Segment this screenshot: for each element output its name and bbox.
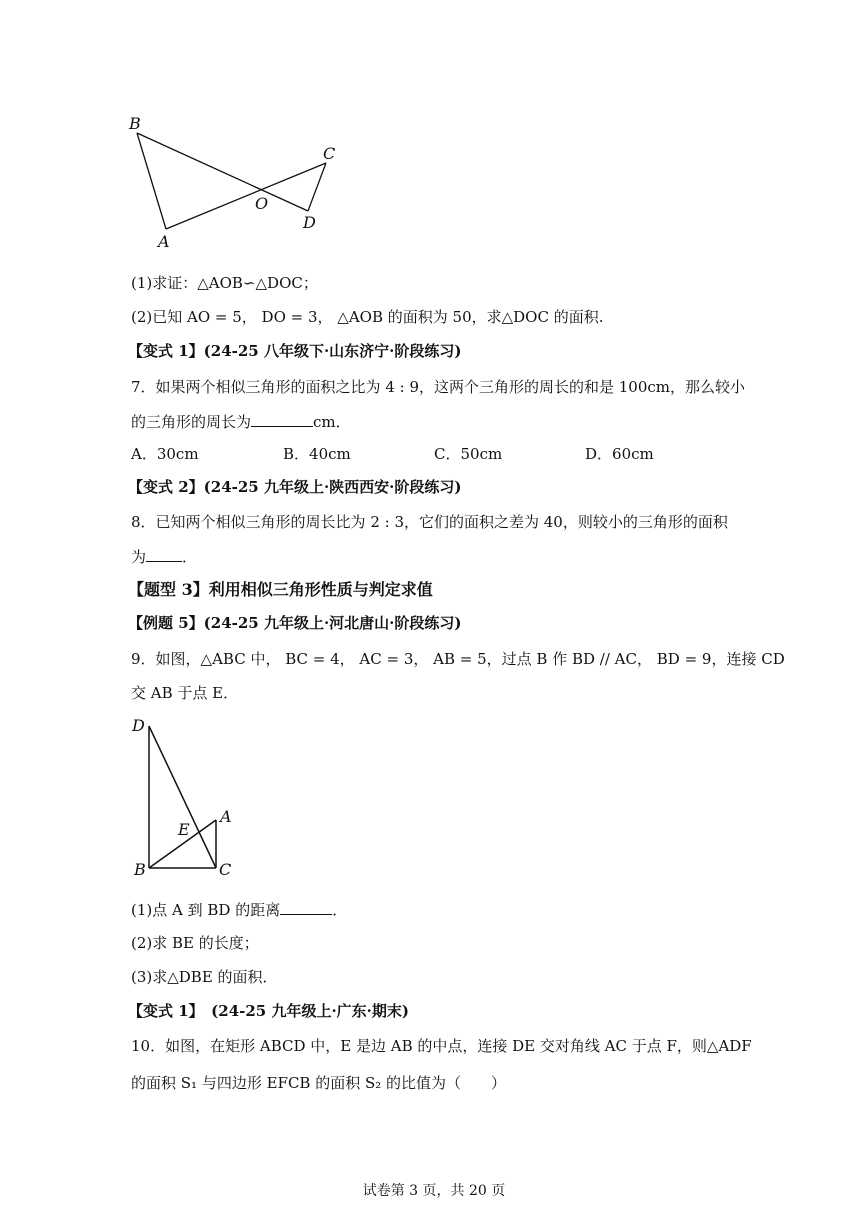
q9-part1-end: ． — [332, 901, 348, 919]
label-e: E — [178, 820, 190, 839]
q9-line2: 交 AB 于点 E． — [131, 684, 239, 702]
segment-ba — [137, 133, 166, 229]
q7-line1: 7．如果两个相似三角形的面积之比为 4 : 9，这两个三角形的周长的和是 100cm，那么较小 — [131, 378, 746, 396]
q7-answer-blank[interactable] — [251, 411, 313, 427]
q7-line2 — [131, 411, 351, 432]
q9-part1 — [131, 899, 347, 920]
q8-line2 — [131, 546, 197, 567]
variant-1b-header: 【变式 1】 (24-25 九年级上·广东·期末) — [128, 1002, 409, 1020]
q9-line1: 9．如图，△ABC 中， BC = 4， AC = 3， AB = 5，过点 B 作 BD // AC， BD = 9，连接 CD — [131, 650, 785, 668]
q6-part2: (2)已知 AO = 5， DO = 3， △AOB 的面积为 50，求△DOC 的面积. — [131, 308, 604, 326]
q7-option-c[interactable]: C．50cm — [434, 445, 503, 463]
q7-option-b[interactable]: B．40cm — [283, 445, 351, 463]
example-5-header: 【例题 5】(24-25 九年级上·河北唐山·阶段练习) — [128, 614, 462, 632]
segment-bd — [137, 133, 308, 211]
q9-answer-blank[interactable] — [280, 899, 332, 915]
q6-part1: (1)求证：△AOB∽△DOC； — [131, 274, 318, 292]
q8-line1: 8．已知两个相似三角形的周长比为 2 : 3，它们的面积之差为 40，则较小的三角形的面积 — [131, 513, 728, 531]
label-b: B — [129, 114, 141, 133]
q8-answer-blank[interactable] — [146, 546, 182, 562]
q7-line2-unit: cm． — [313, 413, 351, 431]
q10-line2: 的面积 S₁ 与四边形 EFCB 的面积 S₂ 的比值为（ ） — [131, 1074, 507, 1092]
q9-part3: (3)求△DBE 的面积． — [131, 968, 278, 986]
label-o: O — [255, 194, 269, 213]
q7-option-d[interactable]: D．60cm — [585, 445, 654, 463]
variant-2-header: 【变式 2】(24-25 九年级上·陕西西安·阶段练习) — [128, 478, 462, 496]
label-d: D — [132, 716, 145, 735]
q9-part2: (2)求 BE 的长度； — [131, 934, 259, 952]
figure-triangles-aob-doc — [120, 108, 360, 253]
q10-line1: 10．如图，在矩形 ABCD 中，E 是边 AB 的中点，连接 DE 交对角线 AC 于点 F，则△ADF — [131, 1037, 752, 1055]
q7-line2-text: 的三角形的周长为 — [131, 413, 252, 431]
type-3-header: 【题型 3】利用相似三角形性质与判定求值 — [128, 580, 433, 599]
q7-option-a[interactable]: A．30cm — [131, 445, 199, 463]
q8-line2-text: 为 — [131, 548, 147, 566]
q9-part1-text: (1)点 A 到 BD 的距离 — [131, 901, 281, 919]
label-c: C — [219, 860, 232, 879]
segment-ac — [166, 163, 326, 229]
segment-dc — [149, 726, 216, 868]
label-d: D — [303, 213, 316, 232]
label-a: A — [158, 232, 170, 251]
segment-cd — [308, 163, 326, 211]
label-b: B — [134, 860, 146, 879]
variant-1-header: 【变式 1】(24-25 八年级下·山东济宁·阶段练习) — [128, 342, 462, 360]
q8-line2-end: ． — [182, 548, 198, 566]
label-c: C — [323, 144, 336, 163]
page-footer: 试卷第 3 页，共 20 页 — [362, 1183, 506, 1199]
figure-triangle-bdc — [125, 712, 255, 882]
label-a: A — [220, 807, 232, 826]
